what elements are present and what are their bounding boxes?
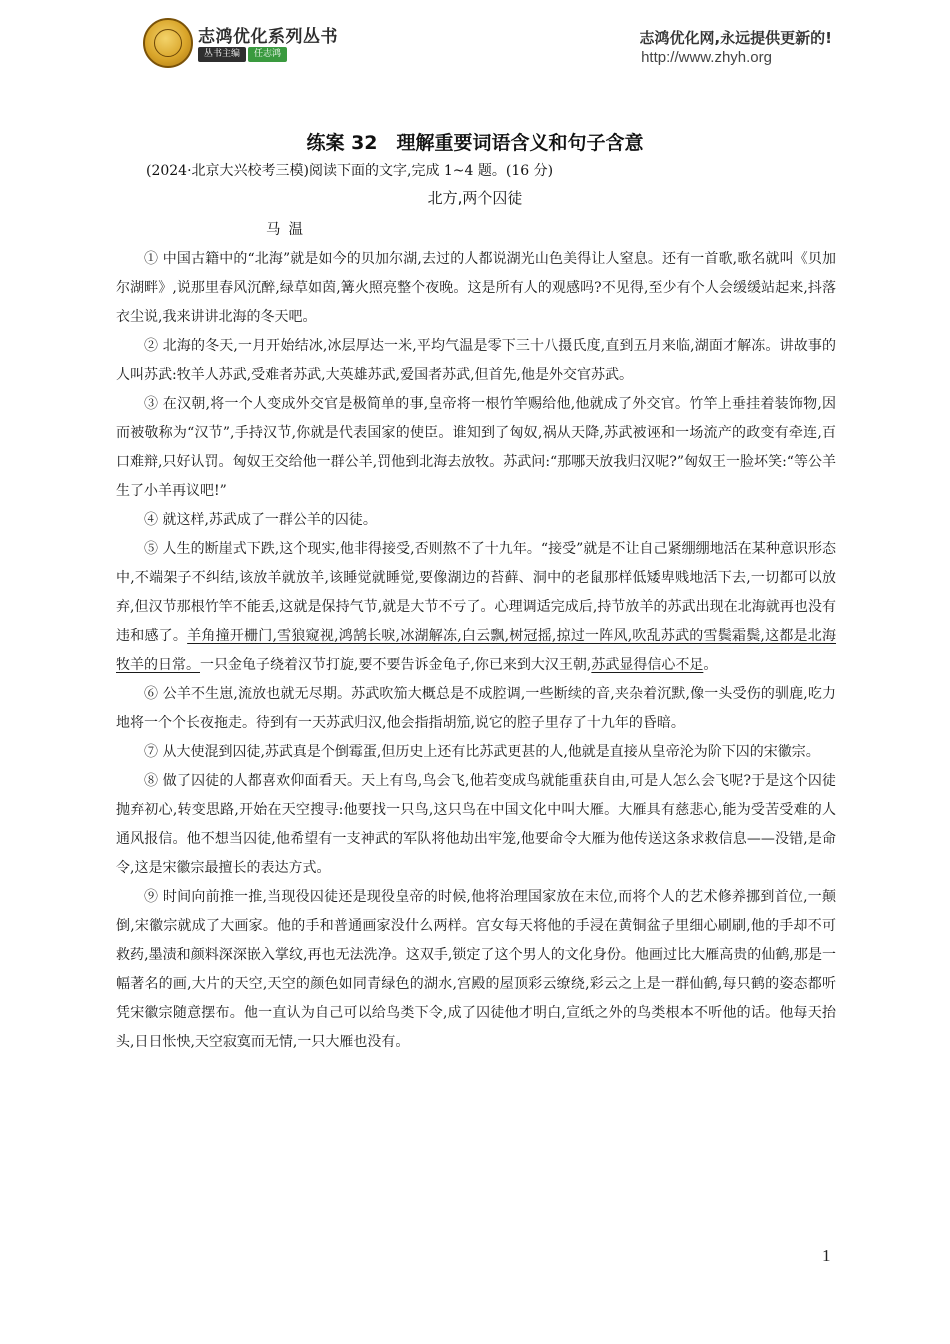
paragraph-7: ⑦ 从大使混到囚徒,苏武真是个倒霉蛋,但历史上还有比苏武更甚的人,他就是直接从皇帝沦为阶下囚的宋徽宗。: [144, 744, 820, 760]
series-logo-icon: [143, 18, 193, 68]
page-number: 1: [822, 1246, 831, 1265]
paragraph-5: [116, 535, 836, 680]
editor-name: 任志鸿: [248, 47, 287, 62]
article-body: [116, 245, 836, 1057]
header-url[interactable]: http://www.zhyh.org: [641, 49, 772, 66]
series-title: 志鸿优化系列丛书: [198, 27, 338, 47]
question-intro: (2024·北京大兴校考三模)阅读下面的文字,完成 1~4 题。(16 分): [146, 163, 554, 179]
paragraph-2: ② 北海的冬天,一月开始结冰,冰层厚达一米,平均气温是零下三十八摄氏度,直到五月来临,湖面才解冻。讲故事的人叫苏武:牧羊人苏武,受难者苏武,大英雄苏武,爱国者苏武,但首先,他是外交官苏武。: [116, 338, 836, 383]
paragraph-4: ④ 就这样,苏武成了一群公羊的囚徒。: [144, 512, 377, 528]
paragraph-5-text-c: 。: [703, 657, 718, 673]
underlined-sentence-2: 苏武显得信心不足: [591, 657, 704, 673]
paragraph-5-text-a: ⑤ 人生的断崖式下跌,这个现实,他非得接受,否则熬不了十九年。“接受”就是不让自己紧绷绷地活在某种意识形态中,不端架子不纠结,该放羊就放羊,该睡觉就睡觉,要像湖边的苔藓、洞中的老鼠那样低矮卑贱地活下去,一切都可以放弃,但汉节那根竹竿不能丢,这就是保持气节,就是大节不亏了。心理调适完成后,持节放羊的苏武出现在北海就再也没有违和感了。: [116, 541, 836, 644]
page-title: 练案 32 理解重要词语含义和句子含意: [306, 132, 644, 154]
paragraph-9: ⑨ 时间向前推一推,当现役囚徒还是现役皇帝的时候,他将治理国家放在末位,而将个人的艺术修养挪到首位,一颠倒,宋徽宗就成了大画家。他的手和普通画家没什么两样。宫女每天将他的手浸在黄铜盆子里细心刷刷,他的手却不可救药,墨渍和颜料深深嵌入掌纹,再也无法洗净。这双手,锁定了这个男人的文化身份。他画过比大雁高贵的仙鹤,那是一幅著名的画,大片的天空,天空的颜色如同青绿色的湖水,宫殿的屋顶彩云缭绕,彩云之上是一群仙鹤,每只鹤的姿态都听凭宋徽宗随意摆布。他一直认为自己可以给鸟类下令,成了囚徒他才明白,宣纸之外的鸟类根本不听他的话。他每天抬头,日日怅怏,天空寂寞而无情,一只大雁也没有。: [116, 889, 836, 1050]
paragraph-5-text-b: 一只金龟子绕着汉节打旋,要不要告诉金龟子,你已来到大汉王朝,: [200, 657, 592, 673]
underlined-sentence-1: 羊角撞开栅门,雪狼窥视,鸿鹄长唳,冰湖解冻,白云飘,树冠摇,掠过一阵风,吹乱苏武的雪鬓霜鬓,这都是北海牧羊的日常。: [116, 628, 837, 673]
header-slogan: 志鸿优化网,永远提供更新的!: [639, 29, 832, 47]
editor-label: 丛书主编: [198, 47, 246, 62]
paragraph-3: ③ 在汉朝,将一个人变成外交官是极简单的事,皇帝将一根竹竿赐给他,他就成了外交官。竹竿上垂挂着装饰物,因而被敬称为“汉节”,手持汉节,你就是代表国家的使臣。谁知到了匈奴,祸从天降,苏武被诬和一场流产的政变有牵连,百口难辩,只好认罚。匈奴王交给他一群公羊,罚他到北海去放牧。苏武问:“那哪天放我归汉呢?”匈奴王一脸坏笑:“等公羊生了小羊再议吧!”: [116, 396, 836, 499]
paragraph-1: ① 中国古籍中的“北海”就是如今的贝加尔湖,去过的人都说湖光山色美得让人窒息。还有一首歌,歌名就叫《贝加尔湖畔》,说那里春风沉醉,绿草如茵,篝火照亮整个夜晚。这是所有人的观感吗?不见得,至少有个人会缓缓站起来,抖落衣尘说,我来讲讲北海的冬天吧。: [116, 251, 836, 325]
paragraph-8: ⑧ 做了囚徒的人都喜欢仰面看天。天上有鸟,鸟会飞,他若变成鸟就能重获自由,可是人怎么会飞呢?于是这个囚徒抛弃初心,转变思路,开始在天空搜寻:他要找一只鸟,这只鸟在中国文化中叫大雁。大雁具有慈悲心,能为受苦受难的人通风报信。他不想当囚徒,他希望有一支神武的军队将他劫出牢笼,他要命令大雁为他传送这条求救信息——没错,是命令,这是宋徽宗最擅长的表达方式。: [116, 773, 836, 876]
editor-row: [198, 47, 287, 62]
article-author: 马温: [266, 222, 311, 238]
article-title: 北方,两个囚徒: [427, 189, 523, 207]
paragraph-6: ⑥ 公羊不生崽,流放也就无尽期。苏武吹笳大概总是不成腔调,一些断续的音,夹杂着沉默,像一头受伤的驯鹿,吃力地将一个个长夜拖走。待到有一天苏武归汉,他会指指胡笳,说它的腔子里存了十九年的昏暗。: [116, 686, 836, 731]
page-header: [0, 0, 950, 100]
